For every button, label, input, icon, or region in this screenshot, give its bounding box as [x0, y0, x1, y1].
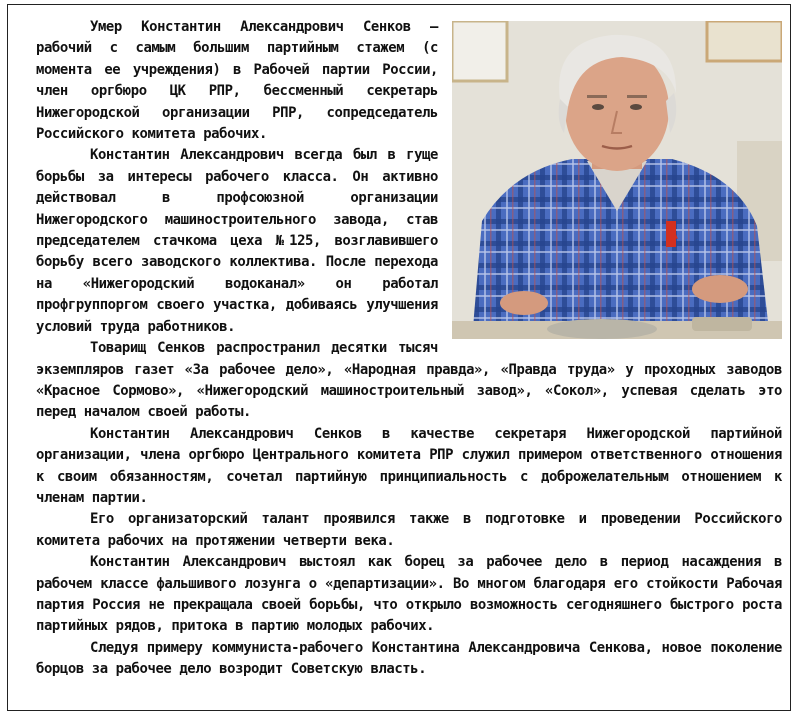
article-body [36, 17, 782, 681]
portrait-photo [452, 21, 782, 339]
paragraph-5: Его организаторский талант проявился также в подготовке и проведении Российского комитета рабочих на протяжении четверти века. [36, 511, 782, 549]
paragraph-3: Товарищ Сенков распространил десятки тысяч экземпляров газет «За рабочее дело», «Народная правда», «Правда труда» у проходных заводов «Красное Сормово», «Нижегородский машиностроительный завод», «Сокол», успевая сделать это перед началом своей работы. [36, 340, 782, 421]
paragraph-4: Константин Александрович Сенков в качестве секретаря Нижегородской партийной организации, члена оргбюро Центрального комитета РПР служил примером ответственного отношения к своим обязанностям, сочетал партийную принципиальность с доброжелательным отношением к членам партии. [36, 425, 782, 506]
article-frame [7, 4, 791, 711]
paragraph-6: Константин Александрович выстоял как борец за рабочее дело в период насаждения в рабочем классе фальшивого лозунга о «департизации». Во многом благодаря его стойкости Рабочая партия Россия не прекращала своей борьбы, что открыло возможность сегодняшнего быстрого роста партийных рядов, притока в партию молодых рабочих. [36, 554, 782, 635]
paragraph-2: Константин Александрович всегда был в гуще борьбы за интересы рабочего класса. Он активно действовал в профсоюзной организации Нижегородского машиностроительного завода, став председателем стачкома цеха №125, возглавившего борьбу всего заводского коллектива. После перехода на «Нижегородский водоканал» он работал профгруппоргом своего участка, добиваясь улучшения условий труда работников. [36, 147, 438, 335]
paragraph-7: Следуя примеру коммуниста-рабочего Константина Александровича Сенкова, новое поколение борцов за рабочее дело возродит Советскую власть. [36, 639, 782, 678]
portrait-illustration [452, 21, 782, 339]
paragraph-1: Умер Константин Александрович Сенков — рабочий с самым большим партийным стажем (с момента ее учреждения) в Рабочей партии России, член оргбюро ЦК РПР, бессменный секретарь Нижегородской организации РПР, сопредседатель Российского комитета рабочих. [36, 19, 438, 143]
